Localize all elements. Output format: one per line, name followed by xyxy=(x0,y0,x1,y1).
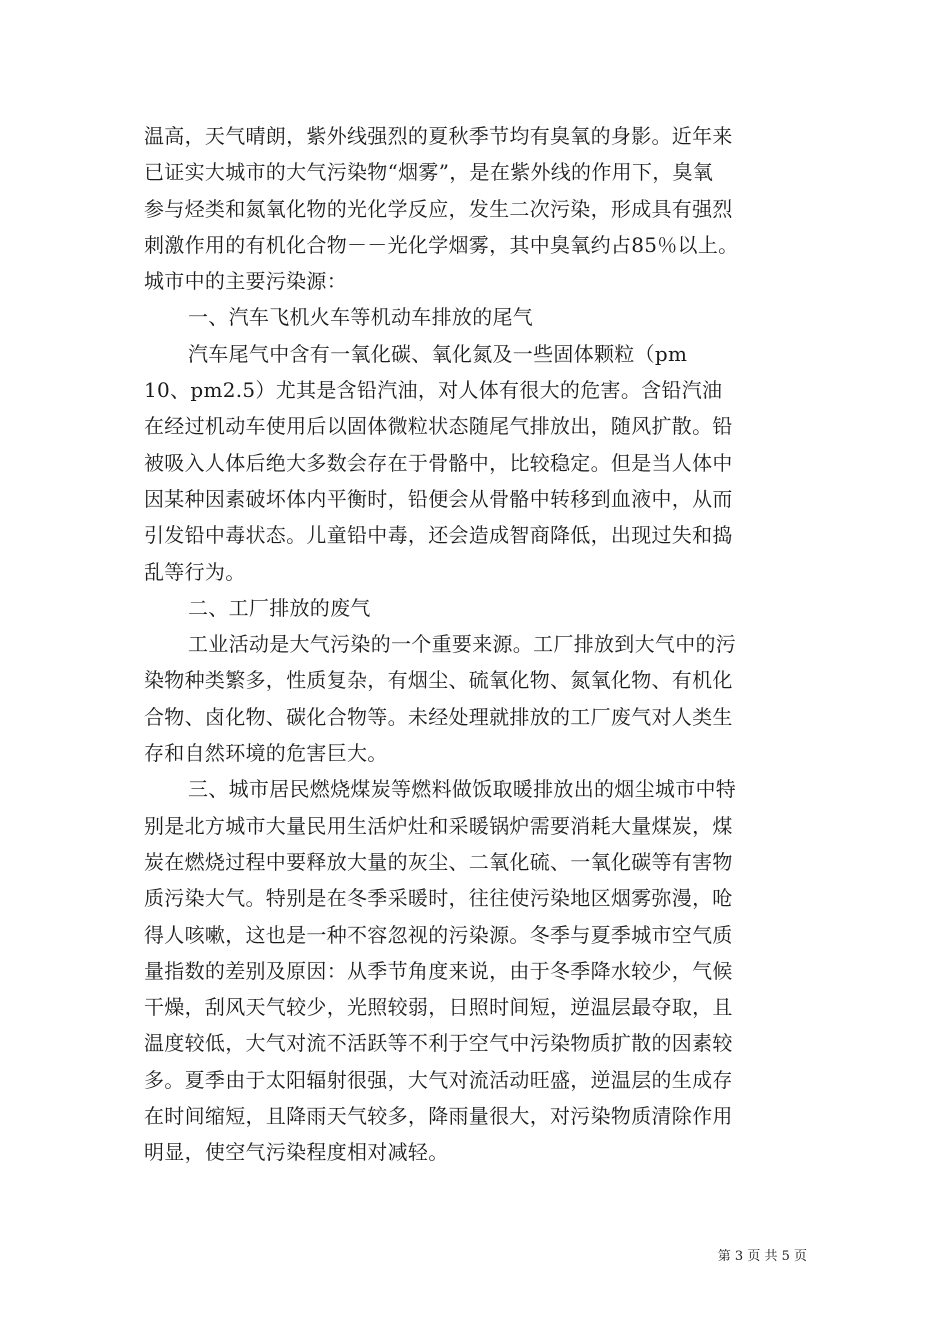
text-line: 量指数的差别及原因：从季节角度来说，由于冬季降水较少，气候 xyxy=(144,958,733,983)
text-line: 参与烃类和氮氧化物的光化学反应，发生二次污染，形成具有强烈 xyxy=(144,196,733,221)
section-heading: 二、工厂排放的废气 xyxy=(188,595,371,620)
text-line: 城市中的主要污染源： xyxy=(144,269,347,294)
text-line: 染物种类繁多，性质复杂，有烟尘、硫氧化物、氮氧化物、有机化 xyxy=(144,668,733,693)
text-line: 因某种因素破坏体内平衡时，铅便会从骨骼中转移到血液中，从而 xyxy=(144,486,733,511)
section-heading: 三、城市居民燃烧煤炭等燃料做饭取暖排放出的烟尘城市中特 xyxy=(188,777,737,802)
page-number: 第 3 页 共 5 页 xyxy=(717,1249,807,1264)
text-line: 别是北方城市大量民用生活炉灶和采暖锅炉需要消耗大量煤炭，煤 xyxy=(144,813,733,838)
text-line: 炭在燃烧过程中要释放大量的灰尘、二氧化硫、一氧化碳等有害物 xyxy=(144,849,733,874)
text-line: 合物、卤化物、碳化合物等。未经处理就排放的工厂废气对人类生 xyxy=(144,704,733,729)
text-line: 多。夏季由于太阳辐射很强，大气对流活动旺盛，逆温层的生成存 xyxy=(144,1067,733,1092)
text-line: 被吸入人体后绝大多数会存在于骨骼中，比较稳定。但是当人体中 xyxy=(144,450,733,475)
document-body xyxy=(144,118,812,1171)
text-line: 在经过机动车使用后以固体微粒状态随尾气排放出，随风扩散。铅 xyxy=(144,414,733,439)
section-heading: 一、汽车飞机火车等机动车排放的尾气 xyxy=(188,305,534,330)
text-line: 温高，天气晴朗，紫外线强烈的夏秋季节均有臭氧的身影。近年来 xyxy=(144,124,733,148)
text-line: 存和自然环境的危害巨大。 xyxy=(144,741,388,766)
text-line: 干燥，刮风天气较少，光照较弱，日照时间短，逆温层最夺取，且 xyxy=(144,995,733,1020)
paragraph-start: 工业活动是大气污染的一个重要来源。工厂排放到大气中的污 xyxy=(188,632,737,657)
text-line: 质污染大气。特别是在冬季采暖时，往往使污染地区烟雾弥漫，呛 xyxy=(144,886,733,911)
text-line: 10、pm2.5）尤其是含铅汽油，对人体有很大的危害。含铅汽油 xyxy=(144,378,723,403)
text-line: 乱等行为。 xyxy=(144,559,246,584)
text-line: 已证实大城市的大气污染物“烟雾”，是在紫外线的作用下，臭氧 xyxy=(144,160,714,185)
paragraph-start: 汽车尾气中含有一氧化碳、氧化氮及一些固体颗粒（pm xyxy=(188,341,688,366)
text-line: 明显，使空气污染程度相对减轻。 xyxy=(144,1140,449,1165)
text-line: 在时间缩短，且降雨天气较多，降雨量很大，对污染物质清除作用 xyxy=(144,1104,733,1129)
text-line: 刺激作用的有机化合物－－光化学烟雾，其中臭氧约占85％以上。 xyxy=(144,232,739,257)
text-line: 引发铅中毒状态。儿童铅中毒，还会造成智商降低，出现过失和捣 xyxy=(144,523,733,548)
text-line: 得人咳嗽，这也是一种不容忽视的污染源。冬季与夏季城市空气质 xyxy=(144,922,733,947)
text-line: 温度较低，大气对流不活跃等不利于空气中污染物质扩散的因素较 xyxy=(144,1031,733,1056)
